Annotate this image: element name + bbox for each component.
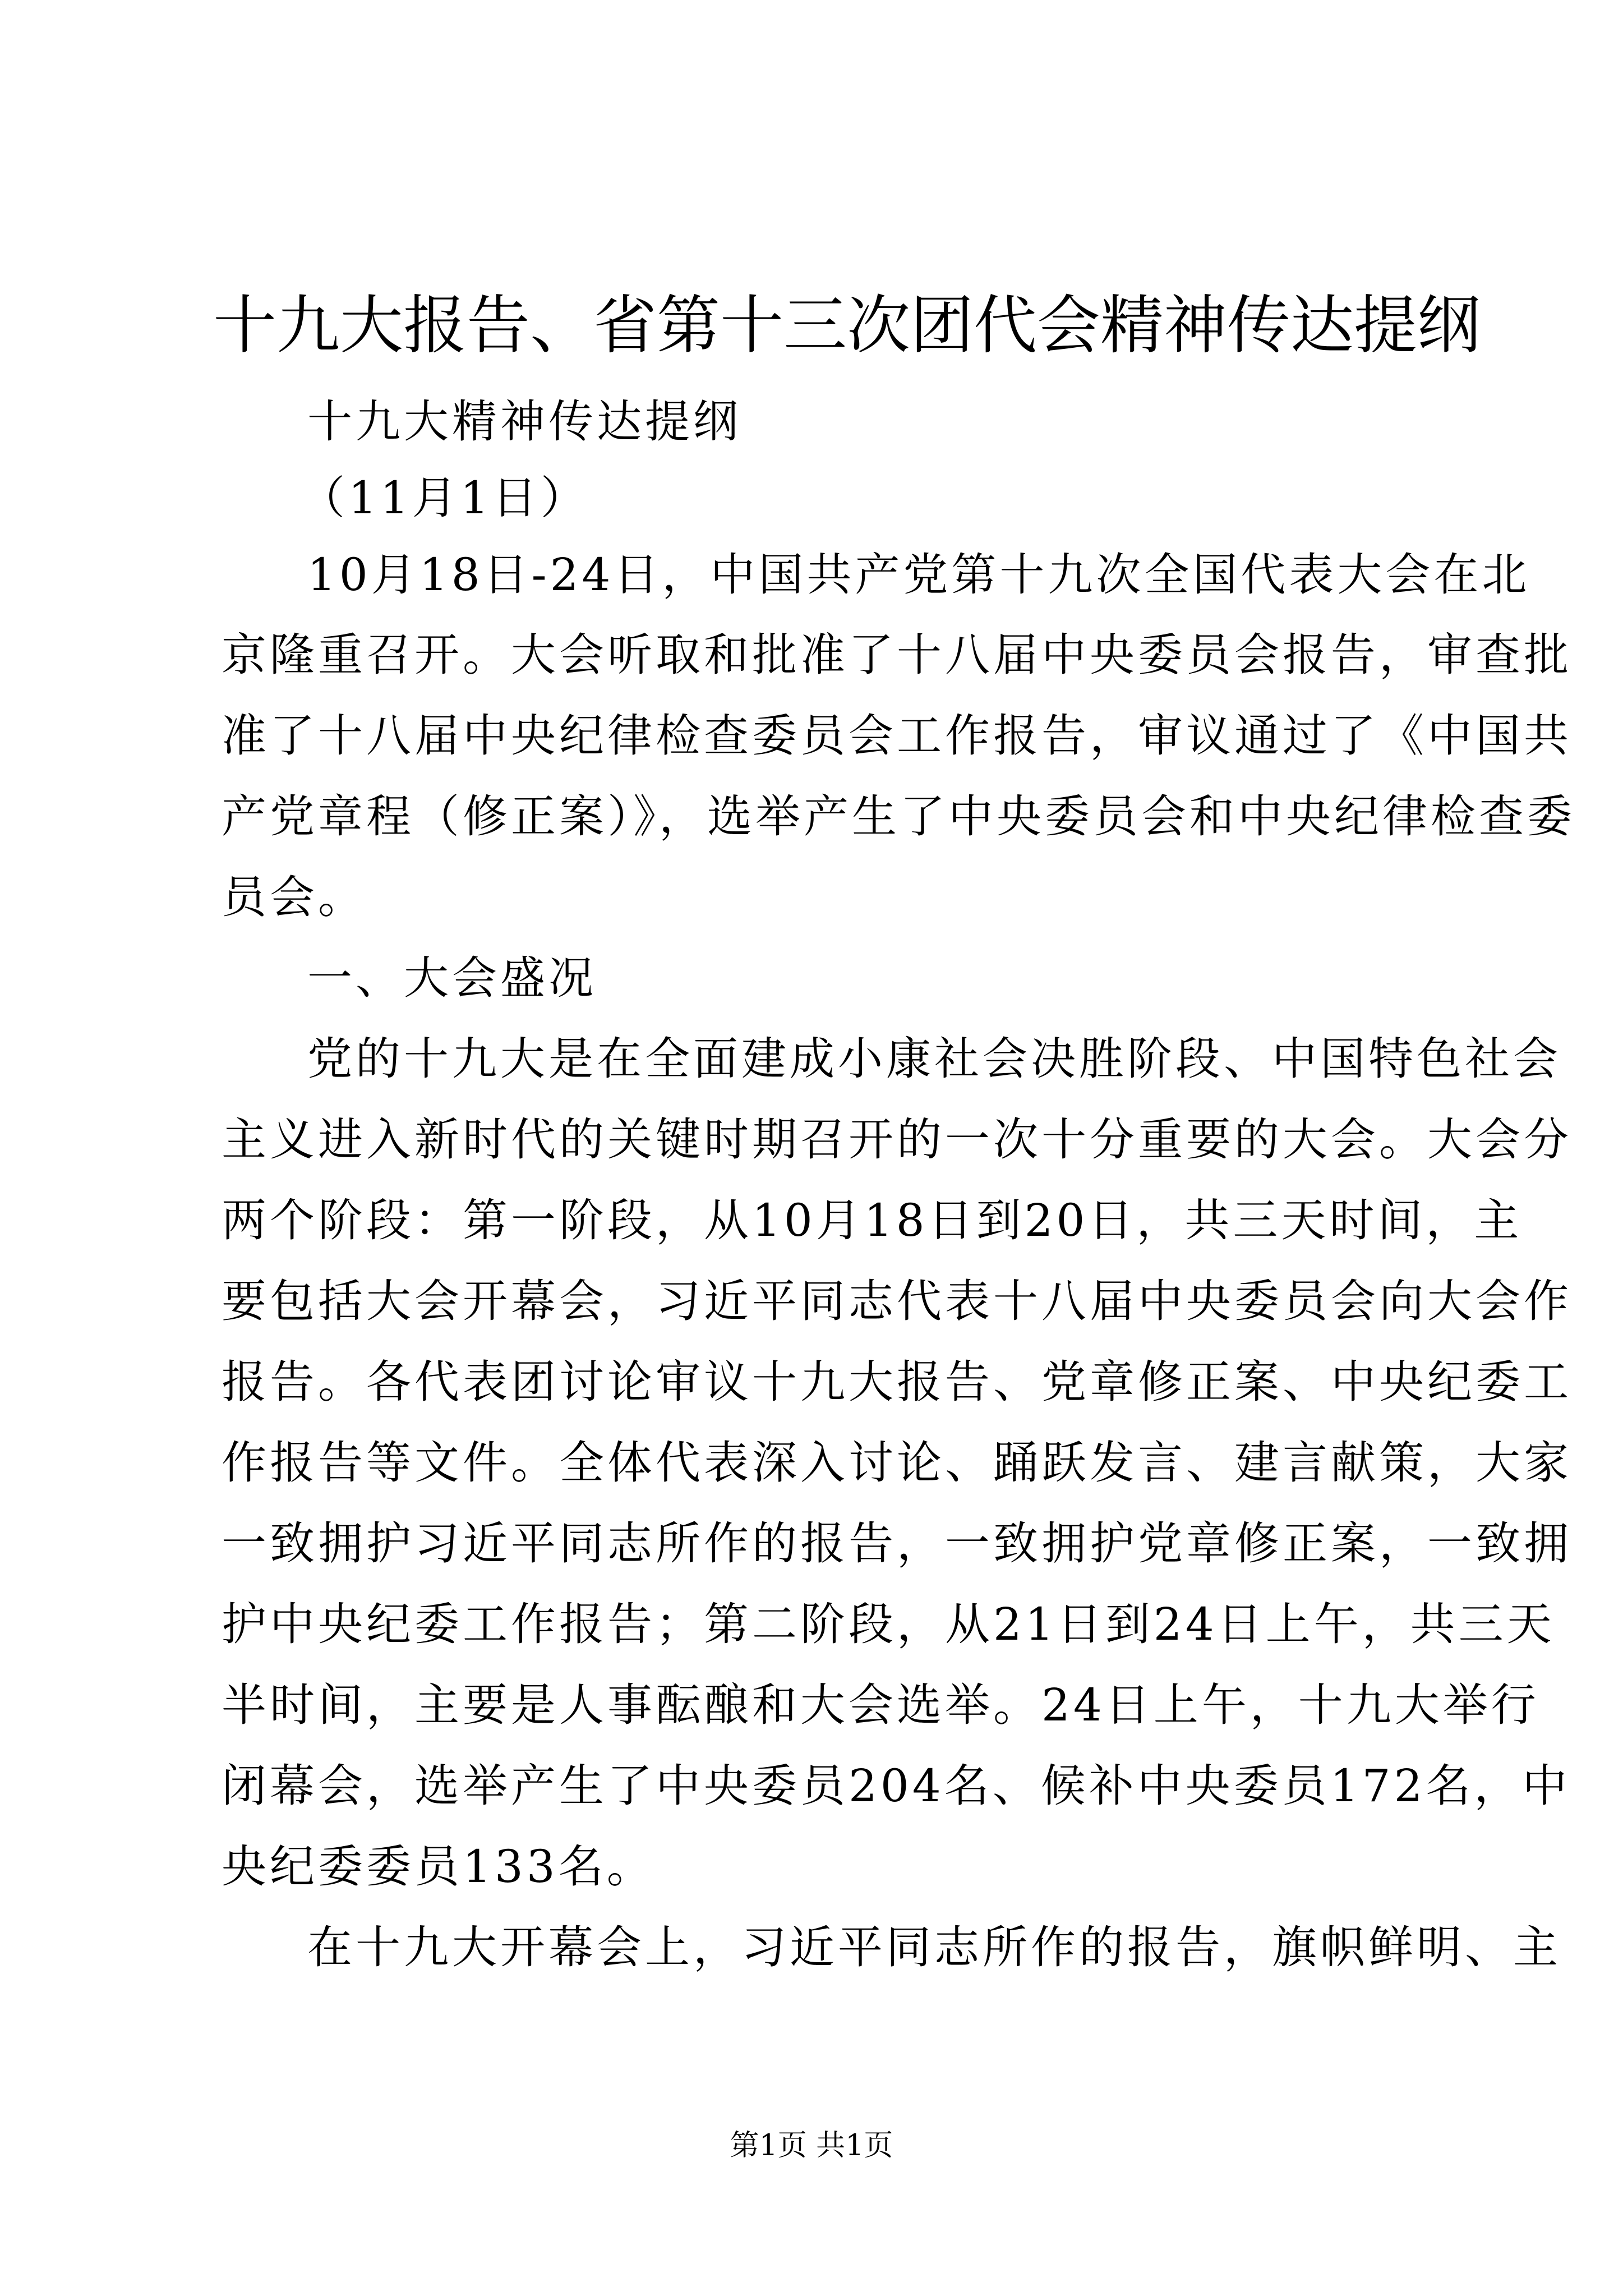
paragraph-line: 要包括大会开幕会，习近平同志代表十八届中央委员会向大会作 [222, 1275, 1572, 1327]
paragraph-line: 党的十九大是在全面建成小康社会决胜阶段、中国特色社会 [307, 1033, 1561, 1085]
document-title: 十九大报告、省第十三次团代会精神传达提纲 [213, 288, 1481, 362]
paragraph-line: 闭幕会，选举产生了中央委员204名、候补中央委员172名，中 [222, 1760, 1571, 1812]
paragraph-line: 京隆重召开。大会听取和批准了十八届中央委员会报告，审查批 [222, 629, 1572, 681]
paragraph-line: 在十九大开幕会上，习近平同志所作的报告，旗帜鲜明、主 [307, 1921, 1561, 1973]
paragraph-line: 央纪委委员133名。 [222, 1841, 655, 1893]
paragraph-line: 护中央纪委工作报告；第二阶段，从21日到24日上午，共三天 [222, 1598, 1555, 1650]
paragraph-line: 10月18日-24日，中国共产党第十九次全国代表大会在北 [307, 549, 1530, 601]
paragraph-line: 主义进入新时代的关键时期召开的一次十分重要的大会。大会分 [222, 1114, 1572, 1166]
paragraph-line: 半时间，主要是人事酝酿和大会选举。24日上午，十九大举行 [222, 1679, 1539, 1731]
paragraph-line: 一致拥护习近平同志所作的报告，一致拥护党章修正案，一致拥 [222, 1517, 1572, 1570]
document-date: （11月1日） [300, 472, 589, 524]
document-subtitle: 十九大精神传达提纲 [307, 395, 741, 448]
page-number-footer: 第1页 共1页 [730, 2129, 893, 2162]
paragraph-line: 产党章程（修正案）》，选举产生了中央委员会和中央纪律检查委 [222, 790, 1575, 843]
paragraph-line: 员会。 [222, 871, 366, 923]
paragraph-line: 准了十八届中央纪律检查委员会工作报告，审议通过了《中国共 [222, 710, 1572, 762]
section-heading: 一、大会盛况 [307, 952, 597, 1004]
paragraph-line: 作报告等文件。全体代表深入讨论、踊跃发言、建言献策，大家 [222, 1437, 1572, 1489]
paragraph-line: 两个阶段：第一阶段，从10月18日到20日，共三天时间，主 [222, 1194, 1523, 1246]
paragraph-line: 报告。各代表团讨论审议十九大报告、党章修正案、中央纪委工 [222, 1356, 1572, 1408]
